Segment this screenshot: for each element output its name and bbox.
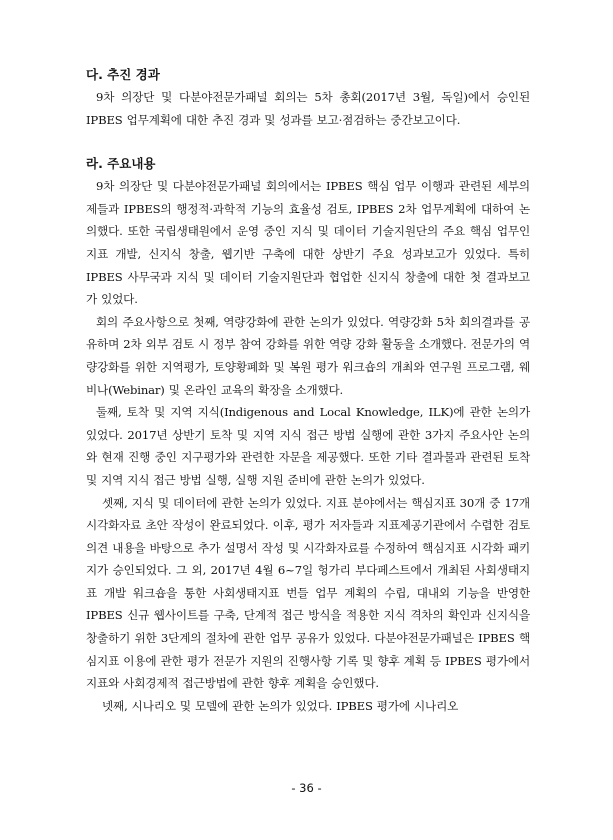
- paragraph-ilk: 둘째, 토착 및 지역 지식(Indigenous and Local Knowledge, ILK)에 관한 논의가 있었다. 2017년 상반기 토착 및 지역 지식 접근 방법 실행에 관한 3가지 주요사안 논의와 현재 진행 중인 지구평가와 관련한 자문을 제공했다. 또한 기타 결과물과 관련된 토착 및 지역 지식 접근 방법 실행, 실행 지원 준비에 관한 논의가 있었다.: [86, 405, 530, 487]
- paragraph-knowledge-data: 셋째, 지식 및 데이터에 관한 논의가 있었다. 지표 분야에서는 핵심지표 30개 중 17개 시각화자료 초안 작성이 완료되었다. 이후, 평가 저자들과 지표제공기관에서 수렴한 검토의견 내용을 바탕으로 추가 설명서 작성 및 시각화자료를 수정하여 핵심지표 시각화 패키지가 승인되었다. 그 외, 2017년 4월 6~7일 헝가리 부다페스트에서 개최된 사회생태지표 개발 워크숍을 통한 사회생태지표 번들 업무 계획의 수립, 대내외 기능을 반영한 IPBES 신규 웹사이트를 구축, 단계적 접근 방식을 적용한 지식 격차의 확인과 신지식을 창출하기 위한 3단계의 절차에 관한 업무 공유가 있었다. 다분야전문가패널은 IPBES 핵심지표 이용에 관한 평가 전문가 지원의 진행사항 기록 및 향후 계획 등 IPBES 평가에서 지표와 사회경제적 접근방법에 관한 향후 계획을 승인했다.: [86, 495, 530, 691]
- section-heading-main-content: 라. 주요내용: [86, 156, 156, 172]
- paragraph-progress: 9차 의장단 및 다분야전문가패널 회의는 5차 총회(2017년 3월, 독일)에서 승인된 IPBES 업무계획에 대한 추진 경과 및 성과를 보고·점검하는 중간보고이다.: [86, 90, 530, 127]
- page-body: [86, 64, 530, 717]
- section-heading-progress: 다. 추진 경과: [86, 67, 160, 82]
- page-number: - 36 -: [291, 781, 322, 795]
- paragraph-capacity-building: 회의 주요사항으로 첫째, 역량강화에 관한 논의가 있었다. 역량강화 5차 회의결과를 공유하며 2차 외부 검토 시 정부 참여 강화를 위한 역량 강화 활동을 소개했다. 전문가의 역량강화를 위한 지역평가, 토양황폐화 및 복원 평가 워크숍의 개최와 연구원 프로그램, 웨비나(Webinar) 및 온라인 교육의 확장을 소개했다.: [86, 314, 530, 397]
- paragraph-overview: 9차 의장단 및 다분야전문가패널 회의에서는 IPBES 핵심 업무 이행과 관련된 세부의제들과 IPBES의 행정적·과학적 기능의 효율성 검토, IPBES 2차 업무계획에 대하여 논의했다. 또한 국립생태원에서 운영 중인 지식 및 데이터 기술지원단의 주요 핵심 업무인 지표 개발, 신지식 창출, 웹기반 구축에 대한 상반기 주요 성과보고가 있었다. 특히 IPBES 사무국과 지식 및 데이터 기술지원단과 협업한 신지식 창출에 대한 첫 결과보고가 있었다.: [86, 179, 530, 307]
- paragraph-scenarios-models: 넷째, 시나리오 및 모델에 관한 논의가 있었다. IPBES 평가에 시나리오: [102, 698, 459, 713]
